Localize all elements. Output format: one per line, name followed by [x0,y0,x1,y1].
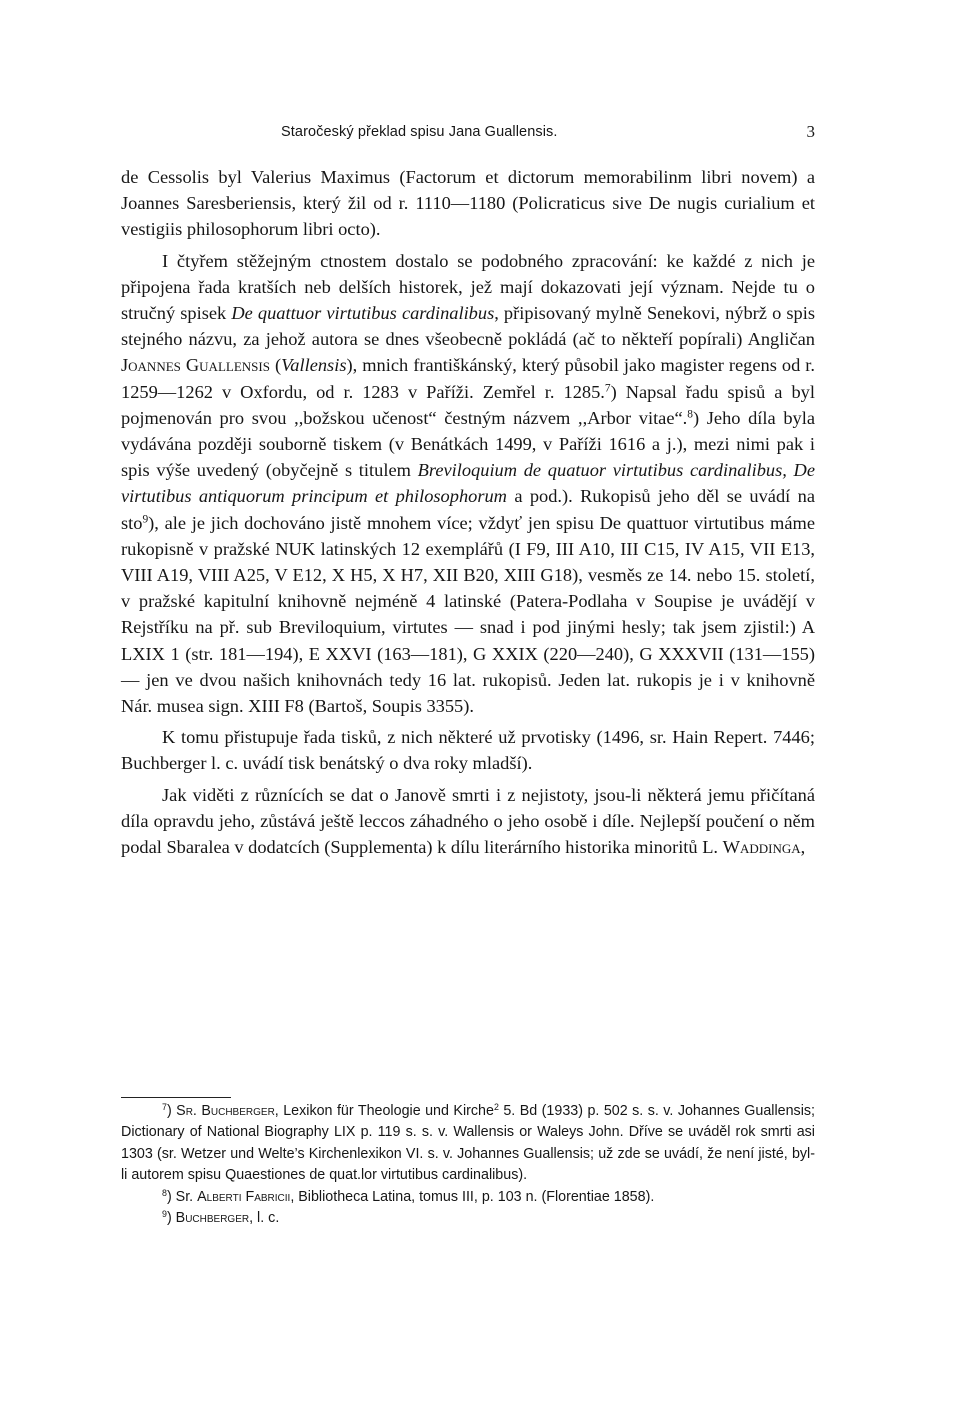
footnote-ref-8: 8 [687,408,693,421]
footnote-marker: 8 [162,1187,167,1198]
author-name-smallcaps: Joannes Guallensis [121,355,270,376]
paragraph-4: Jak viděti z různících se dat o Janově smrti i z nejistoty, jsou-li některá jemu přičítaná díla opravdu jeho, zůstává ještě leccos záhadného o jeho osobě i díle. Nejlepší poučení o něm podal Sbaralea v dodatcích (Supplementa) k dílu literárního historika minoritů L. Waddinga, [121,784,815,858]
page-header [121,124,815,146]
footnote-separator [121,1097,231,1098]
footnote-marker: 9 [162,1209,167,1220]
work-title-italic: De quattuor virtutibus cardinalibus [231,303,495,324]
paragraph-2: I čtyřem stěžejným ctnostem dostalo se podobného zpracování: ke každé z nich je připojena řada kratších neb delších historek, jež mají dokazovati její význam. Nejde tu o stručný spisek De quattuor virtutibus cardinalibus, připisovaný mylně Senekovi, nýbrž o spis stejného názvu, za jehož autora se dnes všeobecně pokládá (ač to někteří popírali) Angličan Joannes Guallensis (Vallensis), mnich františkánský, který působil jako magister regens od r. 1259—1262 v Oxfordu, od r. 1283 v Paříži. Zemřel r. 1285.$^7$) Napsal řadu spisů a byl pojmenován pro svou ,,božskou učenost“ čestným názvem ,,Arbor vitae“.$^8$) Jeho díla byla vydávána později souborně tiskem (v Benátkách 1499, v Paříži 1616 a j.), mezi nimi pak i spis výše uvedený (obyčejně s titulem Breviloquium de quatuor virtutibus cardinalibus, De virtutibus antiquorum principum et philosophorum a pod.). Rukopisů jeho děl se uvádí na sto$^9$), ale je jich dochováno jistě mnohem více; vždyť jen spisu De quattuor virtutibus máme rukopisně v pražské NUK latinských 12 exemplářů (I F9, III A10, III C15, IV A15, VII E13, VIII A19, VIII A25, V E12, X H5, X H7, XII B20, XIII G18), vesměs ze 14. nebo 15. století, v pražské kapitulní knihovně nejméně 4 latinské (Patera-Podlaha v Soupise je uvádějí v Rejstříku na př. sub Breviloquium, virtutes — snad i pod jinými hesly; tak jsem zjistil:) A LXIX 1 (str. 181—194), E XXVI (163—181), G XXIX (220—240), G XXXVII (131—155) — jen ve dvou našich knihovnách tedy 16 lat. rukopisů. Jeden lat. rukopis je i v knihovně Nár. musea sign. XIII F8 (Bartoš, Soupis 3355). [121,250,816,717]
footnote-ref-9: 9 [142,513,149,526]
page-number: 3 [806,122,815,141]
author-name-smallcaps: Waddinga [722,837,801,858]
footnotes [121,1101,815,1229]
paragraph-1: de Cessolis byl Valerius Maximus (Factorum et dictorum memorabilinm libri novem) a Joannes Saresberiensis, který žil od r. 1110—1180 (Policraticus sive De nugis curialium et vestigiis philosophorum libri octo). [121,167,815,240]
author-alias-italic: Vallensis [281,355,347,376]
footnote-9: $^9$) Buchberger, l. c. [162,1209,280,1227]
footnote-7: $^7$) Sr. Buchberger, Lexikon für Theologie und Kirche$^2$ 5. Bd (1933) p. 502 s. s. v. Johannes Guallensis; Dictionary of National Biography LIX p. 119 s. s. v. Wallensis or Waleys John. Dříve se uváděl rok smrti asi 1303 (sr. Wetzer und Welte’s Kirchenlexikon VI. s. v. Johannes Guallensis; už zde se uvádí, že není jisté, byl-li autorem spisu Quaestiones de quat.lor virtutibus cardinalibus). [121,1102,816,1184]
main-text [121,164,815,865]
running-title: Staročeský překlad spisu Jana Guallensis. [281,124,558,140]
footnote-ref-7: 7 [604,382,611,395]
paragraph-3: K tomu přistupuje řada tisků, z nich některé už prvotisky (1496, sr. Hain Repert. 7446; Buchberger l. c. uvádí tisk benátský o dva roky mladší). [121,727,815,774]
work-title-italic: Breviloquium de quatuor virtutibus cardinalibus, De virtutibus antiquorum principum et philosophorum [121,460,815,507]
footnote-8: $^8$) Sr. Alberti Fabricii, Bibliotheca Latina, tomus III, p. 103 n. (Florentiae 1858). [162,1187,655,1205]
footnote-marker: 7 [162,1102,167,1113]
